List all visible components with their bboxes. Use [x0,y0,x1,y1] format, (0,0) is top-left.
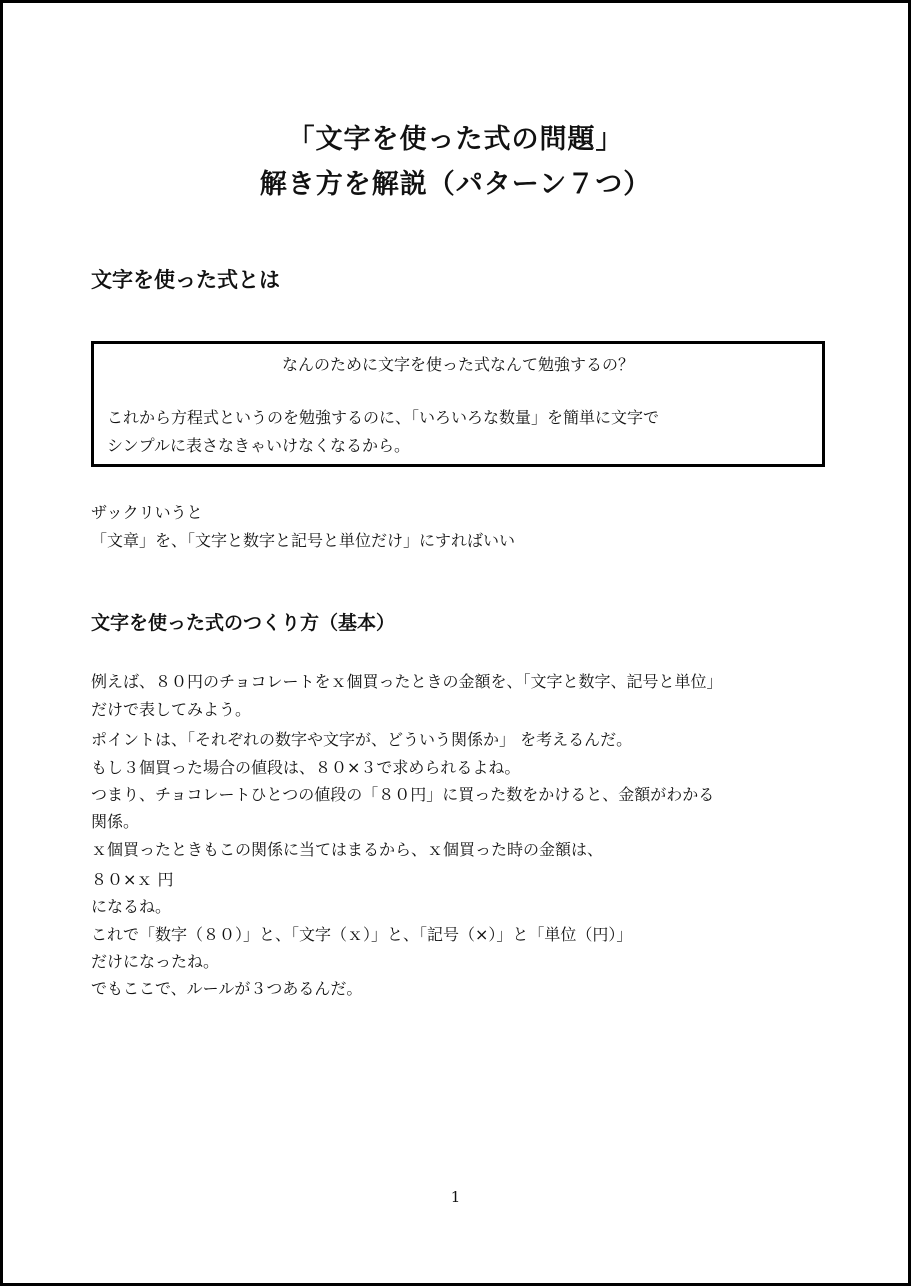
body-text-line: ポイントは、「それぞれの数字や文字が、どういう関係か」 を考えるんだ。 [91,730,633,749]
page-number: 1 [450,1188,461,1206]
body-text-line: もし３個買った場合の値段は、８０×３で求められるよね。 [91,758,521,777]
body-text-line: ｘ個買ったときもこの関係に当てはまるから、ｘ個買った時の金額は、 [91,840,604,859]
section-heading-how-to: 文字を使った式のつくり方（基本） [91,612,396,634]
body-text-line: になるね。 [91,897,172,916]
note-answer-line: シンプルに表さなきゃいけなくなるから。 [107,436,410,455]
body-text-line: だけになったね。 [91,952,220,971]
document-title-line-1: 「文字を使った式の問題」 [287,124,624,155]
document-title-line-2: 解き方を解説（パターン７つ） [259,169,652,200]
body-text-line: だけで表してみよう。 [91,700,252,719]
note-question: なんのために文字を使った式なんて勉強するの？ [281,355,634,374]
summary-line: 「文章」を、「文字と数字と記号と単位だけ」にすればいい [91,531,516,550]
body-text-line: つまり、チョコレートひとつの値段の「８０円」に買った数をかけると、金額がわかる [91,785,715,804]
body-text-line: でもここで、ルールが３つあるんだ。 [91,979,363,998]
summary-line: ザックリいうと [91,503,203,522]
body-text-line: 関係。 [91,812,140,831]
body-text-line: 例えば、８０円のチョコレートをｘ個買ったときの金額を、「文字と数字、記号と単位」 [91,672,723,691]
formula-line: ８０×ｘ 円 [91,870,174,889]
note-box [91,341,825,467]
body-text-line: これで「数字（８０）」と、「文字（ｘ）」と、「記号（×）」と「単位（円）」 [91,925,633,944]
section-heading-what-is: 文字を使った式とは [91,268,280,292]
note-answer-line: これから方程式というのを勉強するのに、「いろいろな数量」を簡単に文字で [107,408,660,427]
